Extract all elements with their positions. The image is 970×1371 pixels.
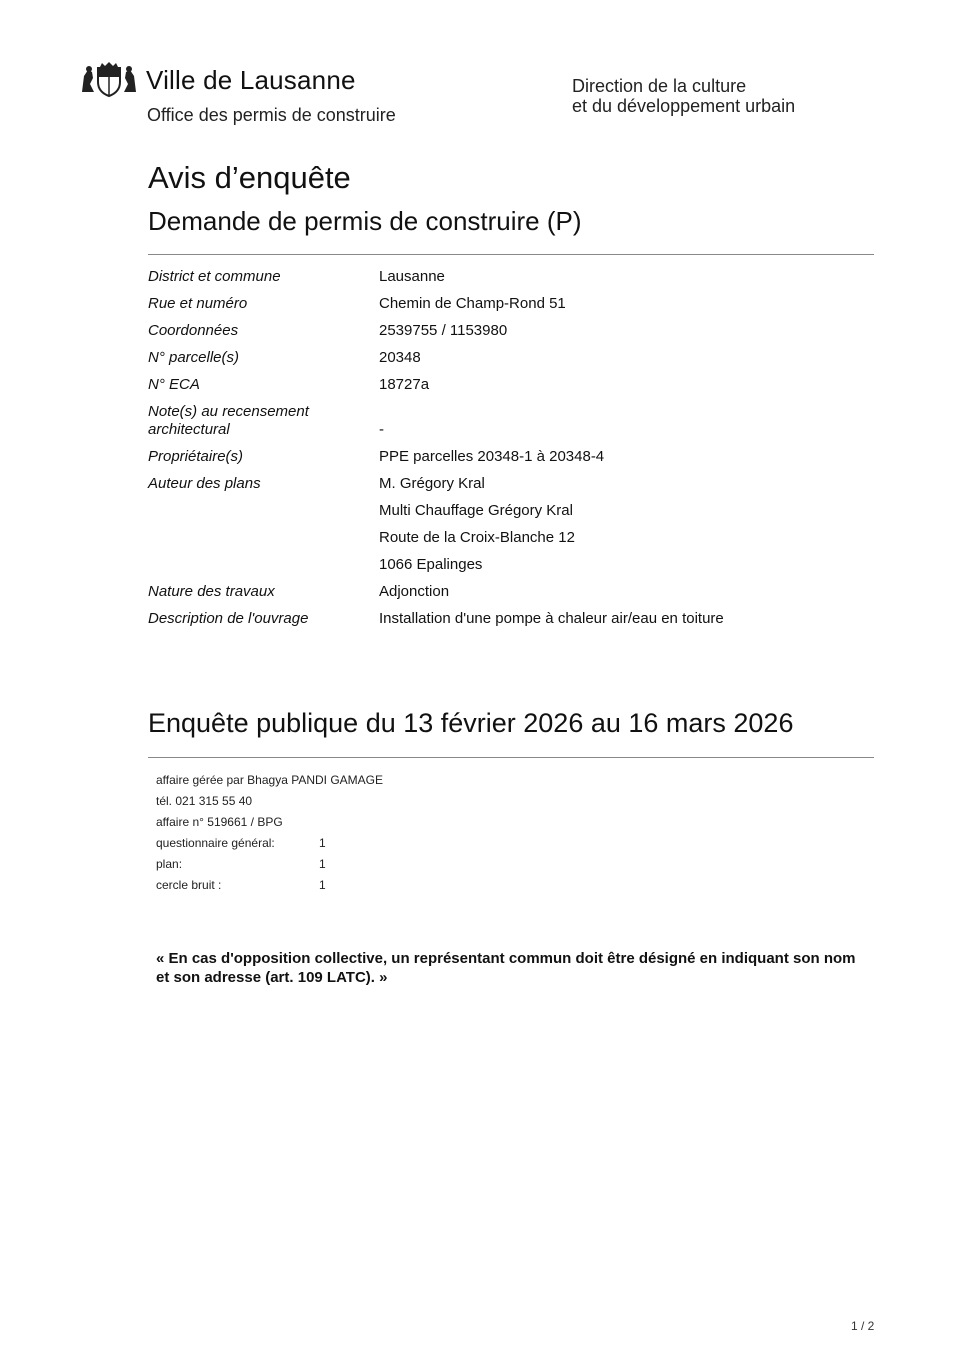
detail-value: Multi Chauffage Grégory Kral [379,502,573,519]
page-subtitle: Demande de permis de construire (P) [148,206,582,236]
detail-label [148,556,379,574]
detail-label: Propriétaire(s) [148,448,244,465]
detail-value: 18727a [379,376,430,393]
letterhead [80,62,396,125]
attachment-label: questionnaire général: [156,836,275,850]
detail-label: Auteur des plans [148,475,261,492]
detail-row [148,268,874,286]
attachment-label: cercle bruit : [156,878,222,892]
detail-label: Note(s) au recensement architectural [148,403,309,438]
detail-row [148,403,874,439]
detail-label: District et commune [148,268,281,285]
detail-label: Nature des travaux [148,583,275,600]
detail-value: 2539755 / 1153980 [379,322,508,339]
city-name: Ville de Lausanne [146,64,356,95]
detail-value [379,403,874,439]
detail-row [148,448,874,466]
detail-row [148,556,874,574]
detail-value: Lausanne [379,268,445,285]
case-number: affaire n° 519661 / BPG [156,815,283,829]
logo [80,62,356,98]
detail-value-text: - [379,421,384,438]
attachment-row [156,834,383,855]
attachment-row [156,876,383,897]
detail-value: M. Grégory Kral [379,475,485,492]
detail-label: N° ECA [148,376,200,393]
detail-value: PPE parcelles 20348-1 à 20348-4 [379,448,605,465]
detail-row [148,322,874,340]
detail-row [148,475,874,493]
detail-row [148,610,874,628]
case-managed-by: affaire gérée par Bhagya PANDI GAMAGE [156,773,383,787]
office-name: Office des permis de construire [147,105,396,125]
detail-label: Coordonnées [148,322,239,339]
case-phone: tél. 021 315 55 40 [156,794,253,808]
page-title: Avis d’enquête [148,160,351,195]
details-table [148,268,874,637]
detail-label: Description de l'ouvrage [148,610,309,627]
detail-row [148,583,874,601]
detail-row [148,529,874,547]
detail-row [148,376,874,394]
detail-value: 20348 [379,349,421,366]
case-info [156,771,383,897]
detail-row [148,502,874,520]
detail-label: N° parcelle(s) [148,349,240,366]
direction-block [572,76,795,116]
attachment-count: 1 [319,878,326,892]
detail-value: Adjonction [379,583,450,600]
detail-value: Route de la Croix-Blanche 12 [379,529,575,546]
enquete-heading: Enquête publique du 13 février 2026 au 16 mars 2026 [148,708,794,738]
divider [148,254,874,255]
divider [148,757,874,758]
attachment-label: plan: [156,857,183,871]
attachment-count: 1 [319,836,326,850]
detail-value: 1066 Epalinges [379,556,483,573]
detail-value: Chemin de Champ-Rond 51 [379,295,566,312]
detail-value: Installation d'une pompe à chaleur air/eau en toiture [379,610,724,627]
detail-label [148,529,379,547]
attachment-row [156,855,383,876]
coat-of-arms-icon [80,62,138,98]
direction-line-2: et du développement urbain [572,96,796,116]
detail-row [148,295,874,313]
detail-label [148,502,379,520]
attachment-count: 1 [319,857,326,871]
direction-line-1: Direction de la culture [572,76,747,96]
page-number: 1 / 2 [851,1319,875,1333]
detail-row [148,349,874,367]
detail-label: Rue et numéro [148,295,248,312]
opposition-notice: « En cas d'opposition collective, un représentant commun doit être désigné en indiquant son nom et son adresse (art. 109 LATC). » [156,950,856,986]
